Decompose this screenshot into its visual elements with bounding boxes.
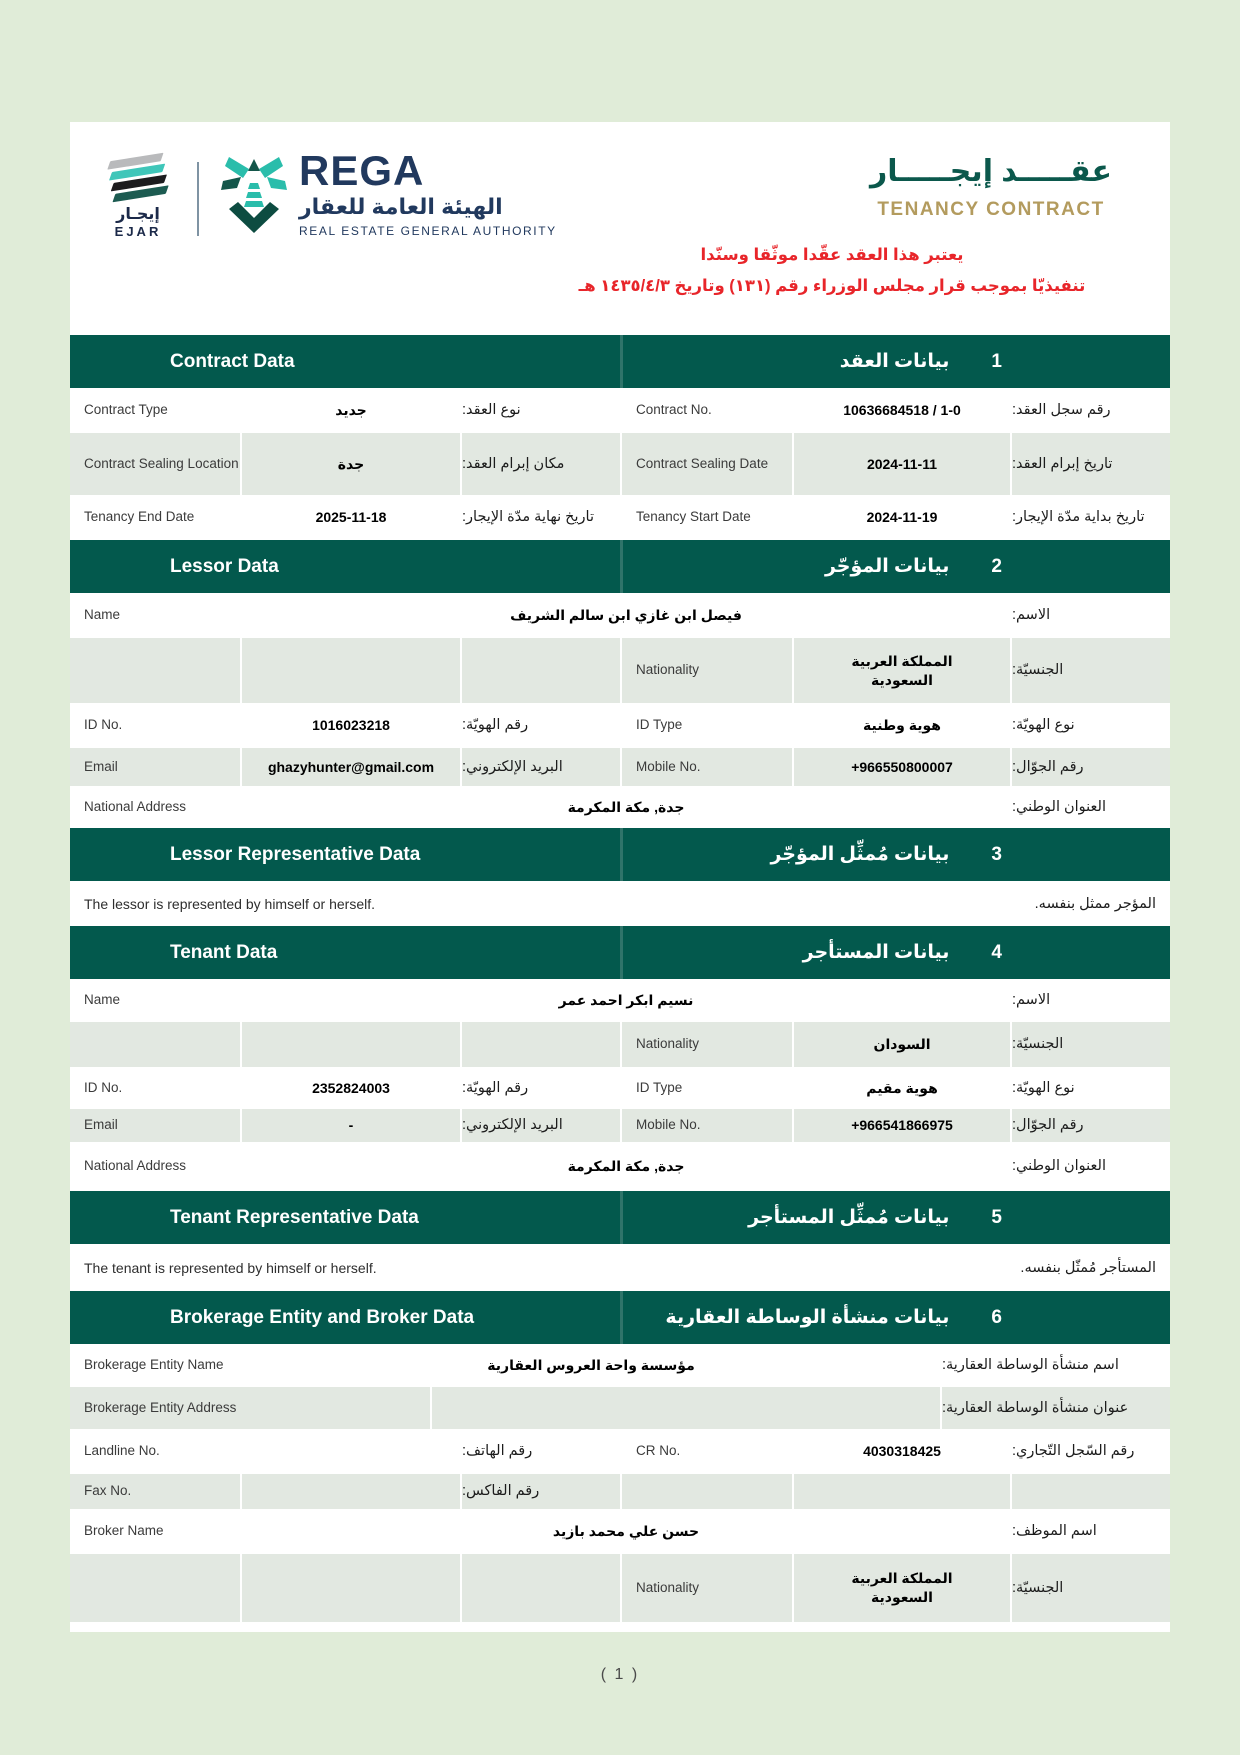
field-value: جدة, مكة المكرمة [240,788,1010,826]
section-header-contract-data [70,335,1170,390]
field-value: هوية وطنية [792,705,1010,746]
field-label-ar: البريد الإلكتروني: [460,1109,620,1142]
field-label-en: Name [84,992,121,1008]
field-label-en: ID Type [636,717,683,733]
field-label-ar: رقم الجوّال: [1010,1109,1170,1142]
field-label-ar: رقم الجوّال: [1010,748,1170,786]
section-number: 2 [991,555,1002,577]
field-value [240,1431,460,1472]
ejar-logo-arabic: إيجـار [116,206,160,223]
section-title-ar: بيانات مُمثِّل المؤجّر [770,844,950,865]
row-lessor-contact [70,748,1170,788]
field-label-en: Nationality [622,638,792,703]
field-label-ar: تاريخ بداية مدّة الإيجار: [1010,497,1170,538]
field-label-ar: العنوان الوطني: [1010,1144,1170,1189]
field-label-ar: الجنسيّة: [1010,638,1170,703]
field-label-en: Brokerage Entity Address [70,1387,430,1429]
row-brokerage-entity-name [70,1346,1170,1387]
field-value: 10636684518 / 1-0 [792,390,1010,431]
field-label-ar: رقم الهويّة: [460,705,620,746]
ejar-logo-latin: EJAR [114,224,162,239]
field-label-ar: عنوان منشأة الوساطة العقارية: [940,1387,1170,1429]
field-label-ar: الاسم: [1010,981,1170,1020]
field-value: +966550800007 [792,748,1010,786]
field-label-ar: نوع العقد: [460,390,620,431]
field-label-en: Contract Sealing Location [70,433,240,495]
section-header-tenant-data [70,926,1170,981]
legal-notice [542,240,1122,303]
row-tenant-contact [70,1109,1170,1144]
field-value: جدة, مكة المكرمة [240,1144,1010,1189]
row-tenant-id [70,1069,1170,1109]
contract-page-card [70,122,1170,1632]
contract-title-arabic: عقـــــد إيجـــــار [870,155,1112,188]
field-value: فيصل ابن غازي ابن سالم الشريف [240,595,1010,636]
field-label-en: CR No. [636,1443,681,1459]
section-number: 5 [991,1206,1002,1228]
section-header-lessor-representative [70,828,1170,883]
logo-divider [197,162,199,236]
field-label-en: Fax No. [70,1474,240,1509]
field-label-en: Tenancy End Date [84,509,195,525]
field-label-ar: الاسم: [1010,595,1170,636]
field-value: هوية مقيم [792,1069,1010,1107]
field-label-ar: رقم السّجل التّجاري: [1010,1431,1170,1472]
field-value: 2025-11-18 [240,497,460,538]
field-label-ar: الجنسيّة: [1010,1554,1170,1622]
field-label-en: ID No. [84,717,123,733]
row-lessor-representative-statement [70,883,1170,926]
section-title-en: Lessor Data [170,555,279,577]
row-tenancy-dates [70,497,1170,540]
rega-english-name: REAL ESTATE GENERAL AUTHORITY [299,224,557,238]
field-value: حسن علي محمد بازيد [240,1511,1010,1552]
field-label-ar: رقم الهاتف: [460,1431,620,1472]
contract-title-block [870,140,1140,221]
field-label-en: ID No. [84,1079,123,1095]
field-value: جدة [240,433,460,495]
statement-ar: المستأجر مُمثّل بنفسه. [1020,1259,1156,1276]
field-label-en: National Address [84,798,187,814]
field-value: +966541866975 [792,1109,1010,1142]
field-value [430,1387,940,1429]
rega-name: REGA [299,147,425,194]
statement-ar: المؤجر ممثل بنفسه. [1034,895,1156,912]
field-value: ghazyhunter@gmail.com [240,748,460,786]
section-title-en: Tenant Representative Data [170,1206,419,1228]
section-title-ar: بيانات منشأة الوساطة العقارية [665,1307,950,1328]
section-title-ar: بيانات العقد [839,351,950,372]
field-value: 2352824003 [240,1069,460,1107]
field-label-ar: العنوان الوطني: [1010,788,1170,826]
field-label-en: Landline No. [84,1443,160,1459]
rega-arabic-name: الهيئة العامة للعقار [299,194,503,219]
row-lessor-nationality [70,638,1170,705]
field-label-ar: تاريخ إبرام العقد: [1010,433,1170,495]
field-label-en: Mobile No. [622,748,792,786]
field-label-en: Nationality [622,1022,792,1067]
row-tenant-representative-statement [70,1246,1170,1291]
field-label-ar: رقم سجل العقد: [1010,390,1170,431]
statement-en: The tenant is represented by himself or herself. [84,1259,377,1276]
row-broker-nationality [70,1554,1170,1624]
rega-logo [221,147,557,238]
row-lessor-name [70,595,1170,638]
field-value: 4030318425 [792,1431,1010,1472]
field-label-en: ID Type [636,1079,683,1095]
field-label-en: Brokerage Entity Name [84,1357,224,1373]
row-brokerage-entity-address [70,1387,1170,1431]
field-label-ar: اسم منشأة الوساطة العقارية: [940,1346,1170,1385]
field-label-ar: الجنسيّة: [1010,1022,1170,1067]
section-header-brokerage [70,1291,1170,1346]
field-label-en: Name [84,607,121,623]
section-title-en: Lessor Representative Data [170,843,421,865]
row-lessor-address [70,788,1170,828]
section-title-ar: بيانات المستأجر [802,942,950,963]
legal-notice-line2: تنفيذيّا بموجب قرار مجلس الوزراء رقم (١٣١) وتاريخ ١٤٣٥/٤/٣ هـ [578,277,1086,296]
field-value: جديد [240,390,460,431]
field-value: 2024-11-11 [792,433,1010,495]
field-label-en: National Address [84,1158,187,1174]
field-label-en: Contract Type [84,402,168,418]
field-value: 1016023218 [240,705,460,746]
legal-notice-line1: يعتبر هذا العقد عقّدا موثّقا وسنّدا [700,246,964,264]
section-number: 6 [991,1306,1002,1328]
field-label-en: Contract No. [636,402,712,418]
field-value: المملكة العربية السعودية [792,638,1010,703]
row-contract-sealing [70,433,1170,497]
section-title-ar: بيانات المؤجّر [824,556,950,577]
field-label-en: Nationality [622,1554,792,1622]
section-title-ar: بيانات مُمثِّل المستأجر [748,1207,950,1228]
field-label-en: Mobile No. [622,1109,792,1142]
section-title-en: Tenant Data [170,941,278,963]
field-value: السودان [792,1022,1010,1067]
contract-title-english: TENANCY CONTRACT [877,199,1105,220]
row-lessor-id [70,705,1170,748]
document-header [70,122,1170,335]
field-label-ar: نوع الهويّة: [1010,1069,1170,1107]
section-title-en: Brokerage Entity and Broker Data [170,1306,475,1328]
section-number: 3 [991,843,1002,865]
row-contract-type-no [70,390,1170,433]
row-tenant-name [70,981,1170,1022]
field-label-ar: رقم الهويّة: [460,1069,620,1107]
field-label-ar: البريد الإلكتروني: [460,748,620,786]
field-value [240,1474,460,1509]
row-landline-cr [70,1431,1170,1474]
field-label-en: Email [70,1109,240,1142]
ejar-logo [95,154,181,239]
section-header-tenant-representative [70,1191,1170,1246]
field-value: مؤسسة واحة العروس العقارية [240,1346,940,1385]
field-value: نسيم ابكر احمد عمر [240,981,1010,1020]
field-label-en: Contract Sealing Date [622,433,792,495]
logo-row [70,122,1170,239]
statement-en: The lessor is represented by himself or herself. [84,895,376,912]
page-number: ( 1 ) [600,1666,640,1683]
field-value: 2024-11-19 [792,497,1010,538]
row-tenant-address [70,1144,1170,1191]
ejar-ribbons-icon [108,153,168,202]
rega-logo-text [299,147,557,238]
field-label-ar: اسم الموظف: [1010,1511,1170,1552]
field-value: - [240,1109,460,1142]
field-label-en: Tenancy Start Date [636,509,751,525]
row-fax [70,1474,1170,1511]
field-label-en: Broker Name [84,1523,164,1539]
section-number: 1 [991,350,1002,372]
rega-palm-icon [221,150,287,238]
field-label-ar: تاريخ نهاية مدّة الإيجار: [460,497,620,538]
field-label-ar: رقم الفاكس: [460,1474,620,1509]
row-broker-name [70,1511,1170,1554]
field-value: المملكة العربية السعودية [792,1554,1010,1622]
row-tenant-nationality [70,1022,1170,1069]
section-title-en: Contract Data [170,350,295,372]
section-number: 4 [991,941,1002,963]
field-label-en: Email [70,748,240,786]
field-label-ar: مكان إبرام العقد: [460,433,620,495]
section-header-lessor-data [70,540,1170,595]
field-label-ar: نوع الهويّة: [1010,705,1170,746]
